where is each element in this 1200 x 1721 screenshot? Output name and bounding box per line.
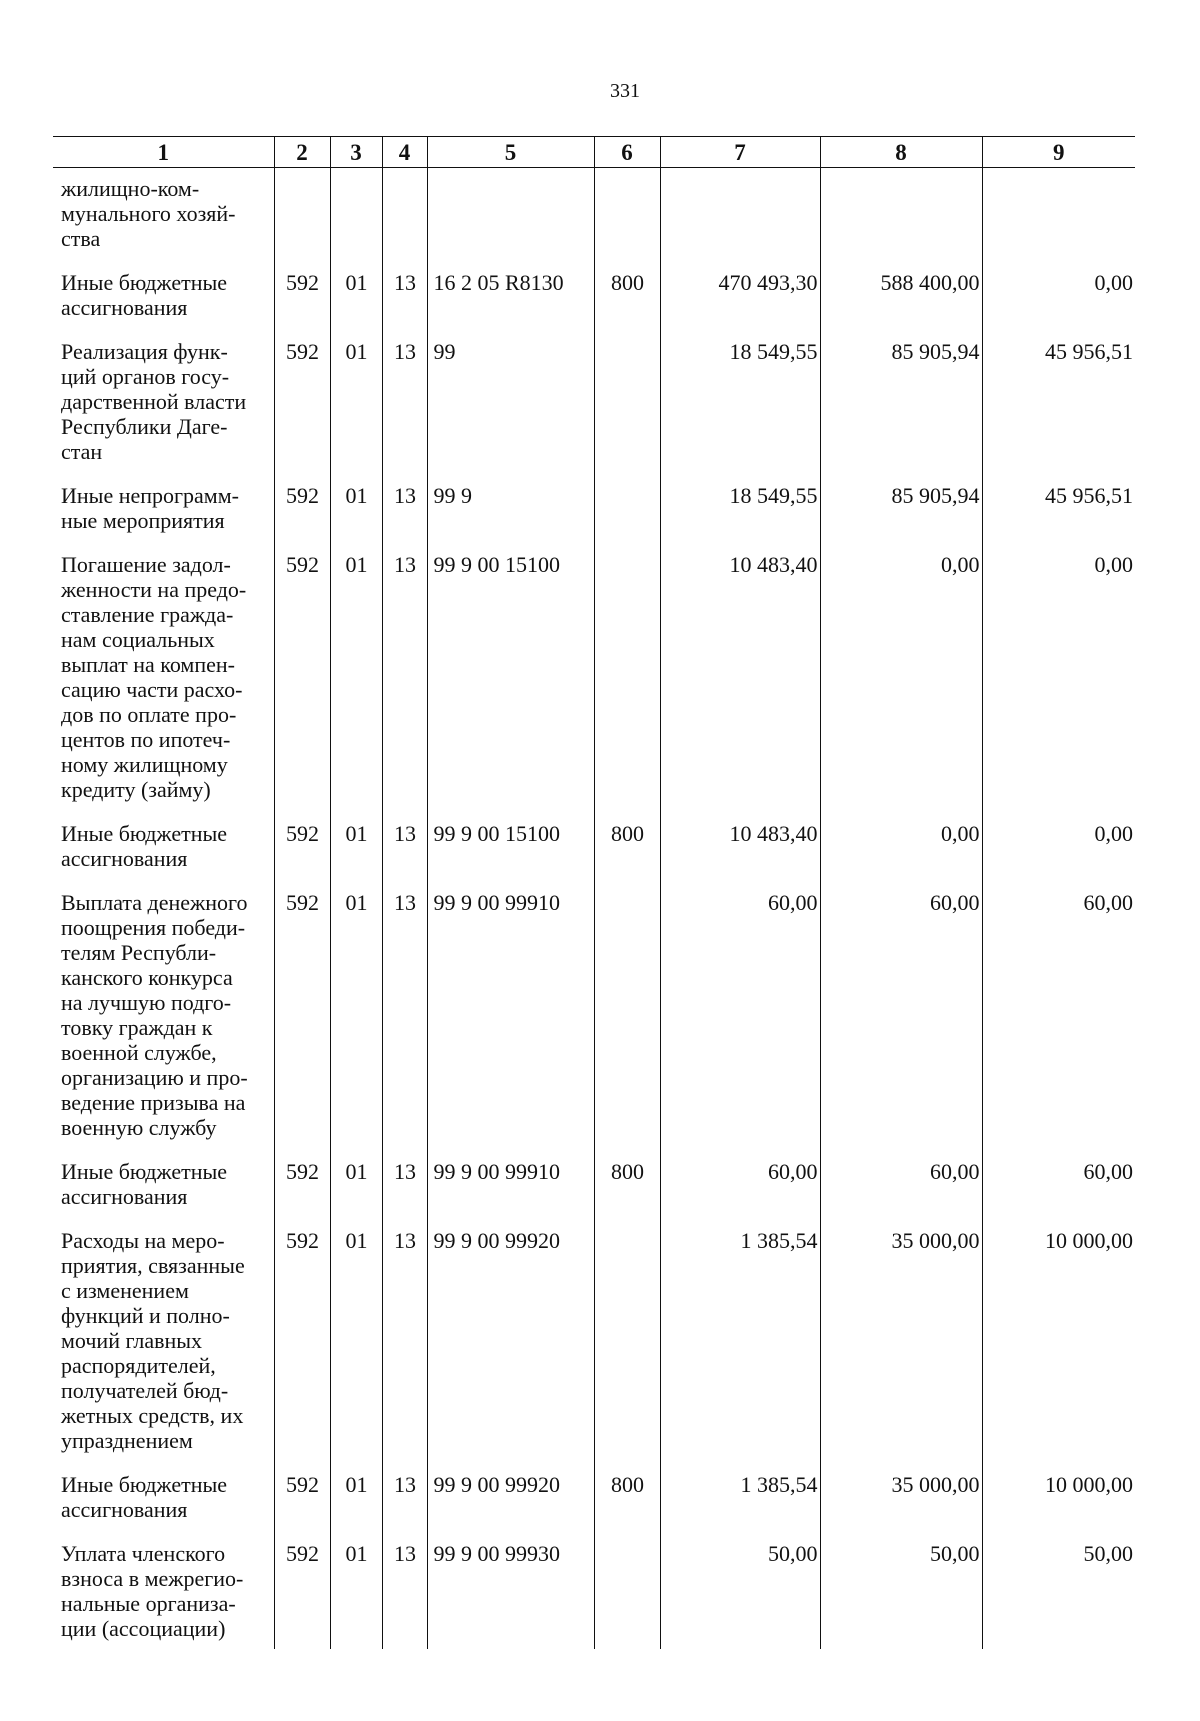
table-row [53,268,1135,337]
ministry-code-cell: 592 [274,1157,330,1226]
amount-col-8-cell: 588 400,00 [820,268,982,337]
amount-col-7-cell: 18 549,55 [660,337,820,481]
ministry-code-cell: 592 [274,337,330,481]
ministry-code-cell: 592 [274,1470,330,1539]
expense-name-cell: жилищно-ком- мунального хозяй- ства [61,176,236,251]
section-code-cell: 01 [330,268,382,337]
amount-col-8-cell: 0,00 [820,819,982,888]
subsection-code-cell: 13 [382,888,427,1157]
table-row [53,550,1135,819]
header-col-2: 2 [274,137,330,168]
expense-name-cell: Выплата денежного поощрения победи- телям Республи- канского конкурса на лучшую подго- товку граждан к военной службе, организацию и про- ведение призыва на военную службу [61,890,248,1140]
amount-col-7-cell: 60,00 [660,888,820,1157]
expense-name-cell: Расходы на меро- приятия, связанные с изменением функций и полно- мочий главных распорядителей, получателей бюд- жетных средств, их упразднением [61,1228,245,1453]
header-col-9: 9 [982,137,1135,168]
expense-type-cell [594,168,660,269]
expense-name-cell: Погашение задол- женности на предо- ставление гражда- нам социальных выплат на компен- сацию части расхо- дов по оплате про- центов по ипотеч- ному жилищному кредиту (займу) [61,552,247,802]
amount-col-9-cell: 50,00 [982,1539,1135,1649]
table-row [53,1226,1135,1470]
section-code-cell: 01 [330,888,382,1157]
ministry-code-cell: 592 [274,1226,330,1470]
budget-table [53,136,1135,1649]
expense-name-cell: Иные бюджетные ассигнования [61,1159,228,1209]
header-col-6: 6 [594,137,660,168]
target-article-cell: 99 [427,337,594,481]
section-code-cell: 01 [330,1226,382,1470]
table-row [53,481,1135,550]
target-article-cell: 99 9 00 15100 [427,550,594,819]
amount-col-7-cell: 60,00 [660,1157,820,1226]
section-code-cell: 01 [330,1157,382,1226]
header-col-7: 7 [660,137,820,168]
amount-col-9-cell: 0,00 [982,550,1135,819]
expense-type-cell [594,550,660,819]
page-number: 331 [610,80,640,102]
amount-col-9-cell: 45 956,51 [982,337,1135,481]
expense-type-cell [594,1226,660,1470]
expense-name-cell: Иные бюджетные ассигнования [61,821,228,871]
amount-col-9-cell: 60,00 [982,888,1135,1157]
target-article-cell: 99 9 00 15100 [427,819,594,888]
section-code-cell [330,168,382,269]
expense-name-cell: Иные бюджетные ассигнования [61,270,228,320]
ministry-code-cell: 592 [274,550,330,819]
ministry-code-cell: 592 [274,268,330,337]
subsection-code-cell: 13 [382,1157,427,1226]
amount-col-7-cell: 10 483,40 [660,819,820,888]
subsection-code-cell: 13 [382,1470,427,1539]
amount-col-9-cell: 60,00 [982,1157,1135,1226]
table-body [53,168,1135,1650]
amount-col-8-cell: 50,00 [820,1539,982,1649]
expense-type-cell: 800 [594,819,660,888]
amount-col-9-cell: 0,00 [982,268,1135,337]
table-header [53,137,1135,168]
amount-col-8-cell: 60,00 [820,888,982,1157]
header-col-1: 1 [53,137,274,168]
amount-col-9-cell: 0,00 [982,819,1135,888]
amount-col-9-cell: 10 000,00 [982,1470,1135,1539]
amount-col-7-cell: 50,00 [660,1539,820,1649]
header-col-3: 3 [330,137,382,168]
header-row [53,137,1135,168]
ministry-code-cell: 592 [274,1539,330,1649]
target-article-cell: 99 9 00 99930 [427,1539,594,1649]
table-row [53,1470,1135,1539]
subsection-code-cell [382,168,427,269]
expense-type-cell: 800 [594,268,660,337]
expense-type-cell [594,337,660,481]
section-code-cell: 01 [330,1470,382,1539]
table-row [53,888,1135,1157]
section-code-cell: 01 [330,1539,382,1649]
target-article-cell: 99 9 00 99910 [427,1157,594,1226]
expense-type-cell: 800 [594,1157,660,1226]
target-article-cell: 16 2 05 R8130 [427,268,594,337]
expense-name-cell: Иные непрограмм- ные мероприятия [61,483,239,533]
expense-type-cell: 800 [594,1470,660,1539]
header-col-5: 5 [427,137,594,168]
section-code-cell: 01 [330,337,382,481]
subsection-code-cell: 13 [382,337,427,481]
amount-col-9-cell: 45 956,51 [982,481,1135,550]
amount-col-8-cell: 85 905,94 [820,481,982,550]
ministry-code-cell: 592 [274,481,330,550]
subsection-code-cell: 13 [382,550,427,819]
expense-type-cell [594,888,660,1157]
amount-col-9-cell: 10 000,00 [982,1226,1135,1470]
amount-col-7-cell: 1 385,54 [660,1470,820,1539]
ministry-code-cell [274,168,330,269]
target-article-cell: 99 9 00 99920 [427,1226,594,1470]
subsection-code-cell: 13 [382,268,427,337]
amount-col-8-cell: 0,00 [820,550,982,819]
table-row [53,168,1135,269]
section-code-cell: 01 [330,481,382,550]
expense-type-cell [594,1539,660,1649]
expense-name-cell: Реализация функ- ций органов госу- дарственной власти Республики Даге- стан [61,339,247,464]
ministry-code-cell: 592 [274,888,330,1157]
header-col-4: 4 [382,137,427,168]
amount-col-8-cell: 35 000,00 [820,1470,982,1539]
amount-col-8-cell: 60,00 [820,1157,982,1226]
amount-col-7-cell: 470 493,30 [660,268,820,337]
amount-col-7-cell: 10 483,40 [660,550,820,819]
amount-col-8-cell: 35 000,00 [820,1226,982,1470]
amount-col-7-cell: 1 385,54 [660,1226,820,1470]
section-code-cell: 01 [330,550,382,819]
section-code-cell: 01 [330,819,382,888]
expense-name-cell: Иные бюджетные ассигнования [61,1472,228,1522]
target-article-cell [427,168,594,269]
amount-col-7-cell: 18 549,55 [660,481,820,550]
subsection-code-cell: 13 [382,1226,427,1470]
target-article-cell: 99 9 00 99910 [427,888,594,1157]
header-col-8: 8 [820,137,982,168]
table-row [53,819,1135,888]
amount-col-9-cell [982,168,1135,269]
expense-name-cell: Уплата членского взноса в межрегио- нальные организа- ции (ассоциации) [61,1541,244,1641]
table-row [53,1539,1135,1649]
ministry-code-cell: 592 [274,819,330,888]
amount-col-7-cell [660,168,820,269]
amount-col-8-cell: 85 905,94 [820,337,982,481]
table-row [53,1157,1135,1226]
expense-type-cell [594,481,660,550]
target-article-cell: 99 9 [427,481,594,550]
amount-col-8-cell [820,168,982,269]
target-article-cell: 99 9 00 99920 [427,1470,594,1539]
table-row [53,337,1135,481]
subsection-code-cell: 13 [382,1539,427,1649]
subsection-code-cell: 13 [382,819,427,888]
subsection-code-cell: 13 [382,481,427,550]
